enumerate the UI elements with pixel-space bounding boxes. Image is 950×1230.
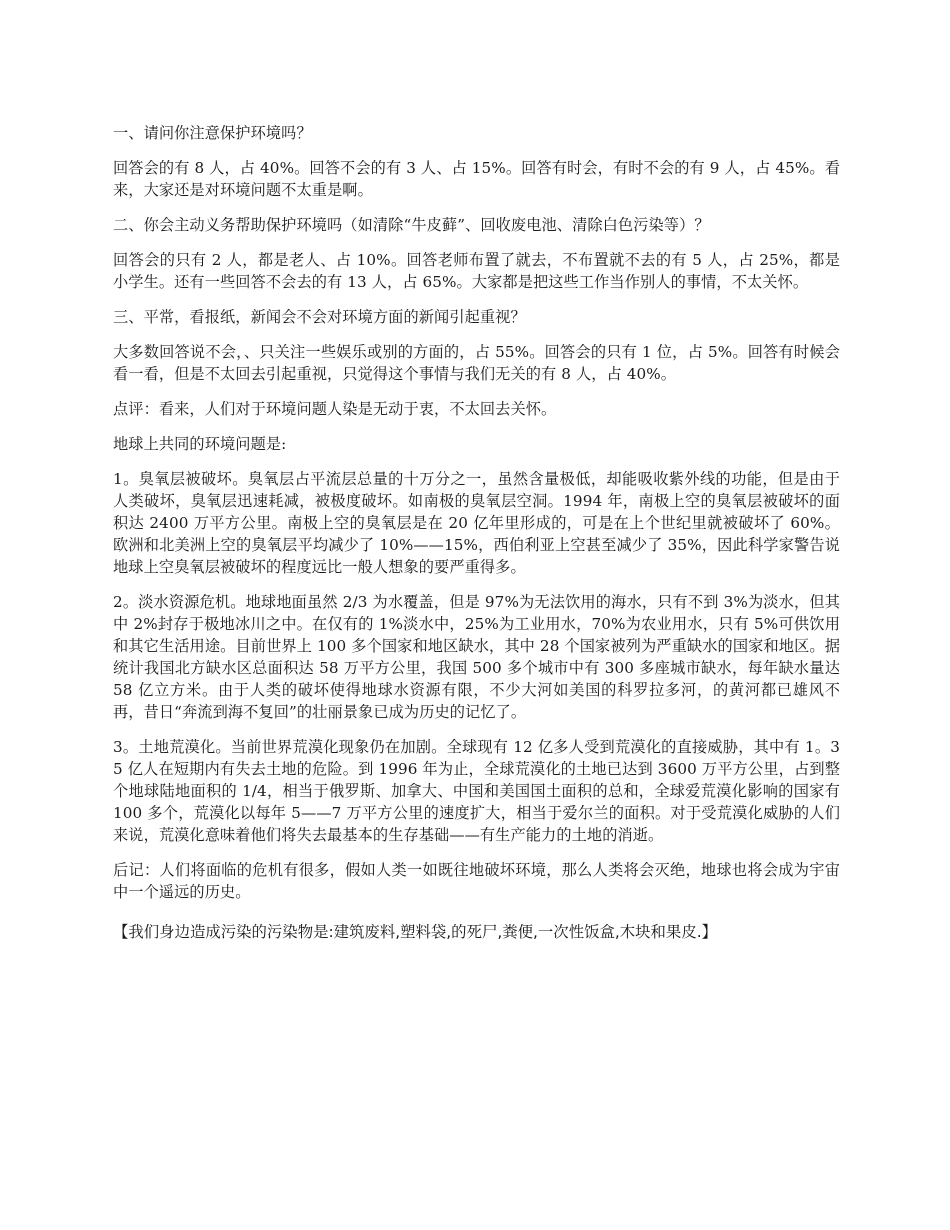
survey-question-3: 三、平常，看报纸，新闻会不会对环境方面的新闻引起重视？ [113, 308, 526, 326]
survey-question-2: 二、你会主动义务帮助保护环境吗（如清除“牛皮藓”、回收废电池、清除白色污染等）？ [113, 216, 710, 234]
survey-answer-3: 大多数回答说不会，、只关注一些娱乐或别的方面的，占 55%。回答会的只有 1 位，占 5%。回答有时候会看一看，但是不太回去引起重视，只觉得这个事情与我们无关的有 8 人，占 40%。 [113, 343, 840, 383]
issue-freshwater: 2。淡水资源危机。地球地面虽然 2/3 为水覆盖，但是 97%为无法饮用的海水，只有不到 3%为淡水，但其中 2%封存于极地冰川之中。在仅有的 1%淡水中，25%为工业用水，70%为农业用水，只有 5%可供饮用和其它生活用途。目前世界上 100 多个国家和地区缺水，其中 28 个国家被列为严重缺水的国家和地区。据统计我国北方缺水区总面积达 58 万平方公里，我国 500 多个城市中有 300 多座城市缺水，每年缺水量达 58 亿立方米。由于人类的破坏使得地球水资源有限，不少大河如美国的科罗拉多河，的黄河都已雄风不再，昔日“奔流到海不复回”的壮丽景象已成为历史的记忆了。 [113, 593, 840, 721]
survey-question-1: 一、请问你注意保护环境吗？ [113, 124, 312, 142]
survey-answer-1: 回答会的有 8 人，占 40%。回答不会的有 3 人、占 15%。回答有时会，有时不会的有 9 人，占 45%。看来，大家还是对环境问题不太重是啊。 [113, 159, 840, 199]
issue-desertification: 3。土地荒漠化。当前世界荒漠化现象仍在加剧。全球现有 12 亿多人受到荒漠化的直接威胁，其中有 1。35 亿人在短期内有失去土地的危险。到 1996 年为止，全球荒漠化的土地已达到 3600 万平方公里，占到整个地球陆地面积的 1/4，相当于俄罗斯、加拿大、中国和美国国土面积的总和，全球爱荒漠化影响的国家有 100 多个，荒漠化以每年 5——7 万平方公里的速度扩大，相当于爱尔兰的面积。对于受荒漠化威胁的人们来说，荒漠化意味着他们将失去最基本的生存基础——有生产能力的土地的消逝。 [113, 738, 840, 844]
survey-answer-2: 回答会的只有 2 人，都是老人、占 10%。回答老师布置了就去，不布置就不去的有 5 人，占 25%，都是小学生。还有一些回答不会去的有 13 人，占 65%。大家都是把这些工作当作别人的事情，不太关怀。 [113, 251, 840, 291]
afterword: 后记：人们将面临的危机有很多，假如人类一如既往地破坏环境，那么人类将会灭绝，地球也将会成为宇宙中一个遥远的历史。 [113, 861, 840, 901]
document-body [113, 122, 840, 956]
issue-ozone: 1。臭氧层被破坏。臭氧层占平流层总量的十万分之一，虽然含量极低，却能吸收紫外线的功能，但是由于人类破坏，臭氧层迅速耗减，被极度破坏。如南极的臭氧层空洞。1994 年，南极上空的臭氧层被破坏的面积达 2400 万平方公里。南极上空的臭氧层是在 20 亿年里形成的，可是在上个世纪里就被破坏了 60%。欧洲和北美洲上空的臭氧层平均减少了 10%——15%，西伯利亚上空甚至减少了 35%，因此科学家警告说地球上空臭氧层被破坏的程度远比一般人想象的要严重得多。 [113, 470, 840, 576]
issues-heading: 地球上共同的环境问题是: [113, 435, 287, 453]
pollutants-note: 【我们身边造成污染的污染物是:建筑废料,塑料袋,的死尸,粪便,一次性饭盒,木块和果皮.】 [113, 923, 717, 941]
commentary: 点评：看来，人们对于环境问题人染是无动于衷，不太回去关怀。 [113, 400, 557, 418]
